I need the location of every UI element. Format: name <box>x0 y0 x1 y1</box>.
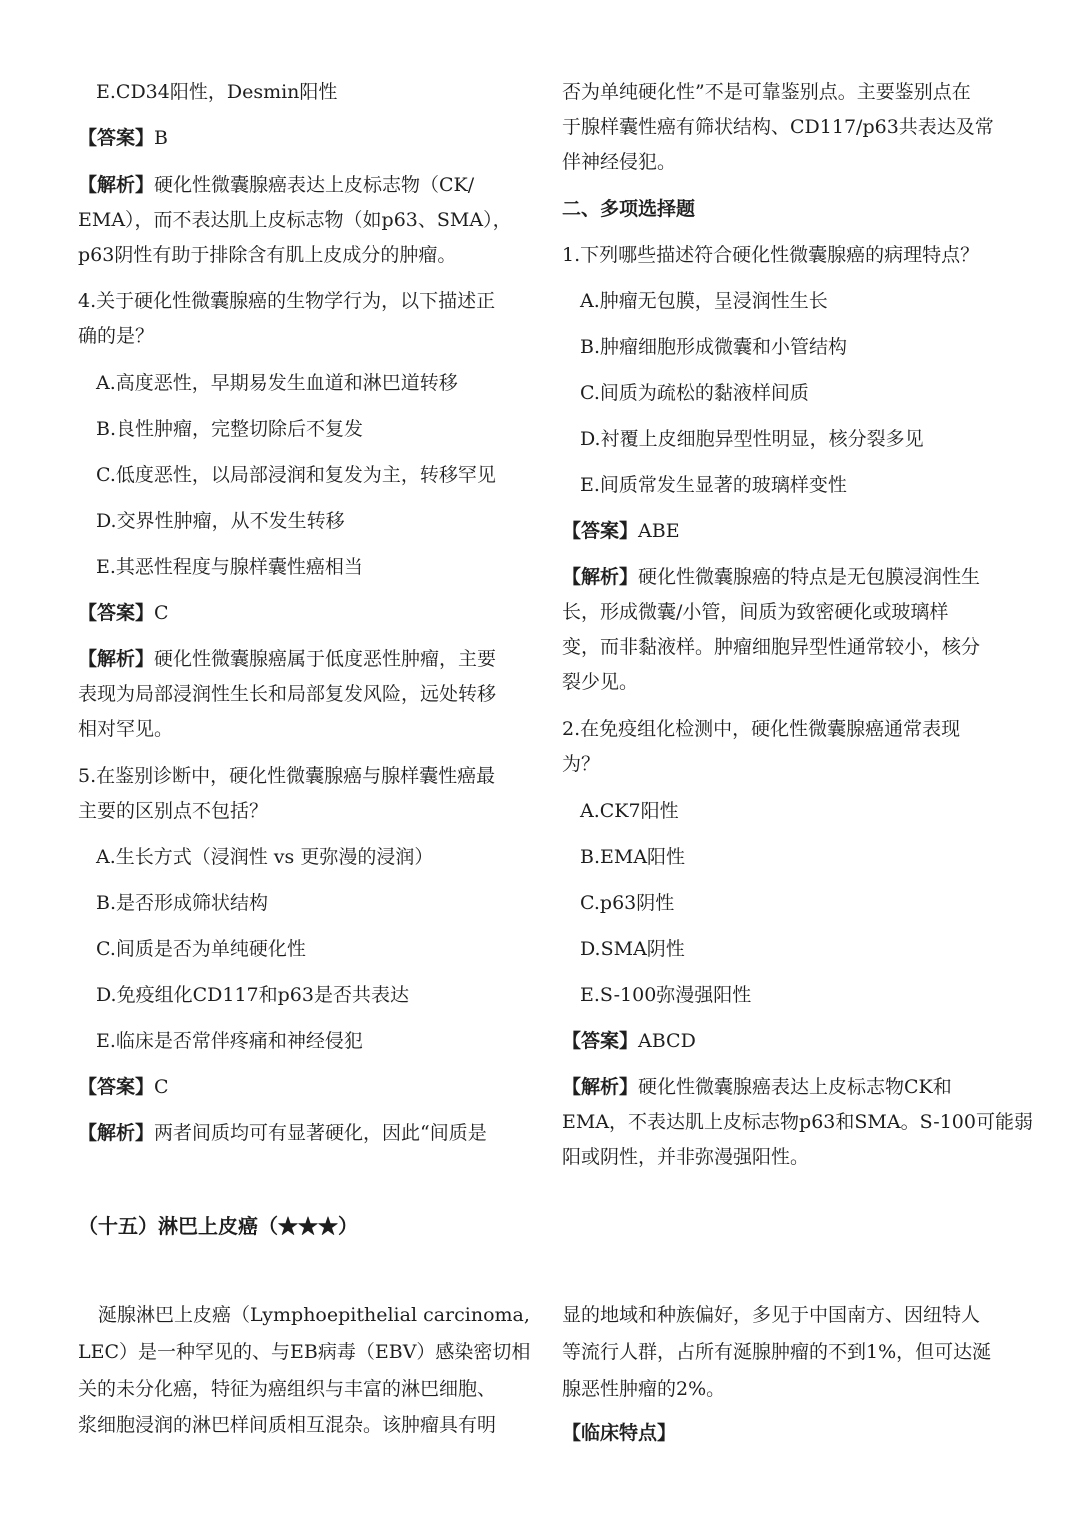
q5-option: C.间质是否为单纯硬化性 <box>96 938 306 960</box>
analysis-text: 硬化性微囊腺癌表达上皮标志物（CK/ <box>154 174 475 196</box>
q4-stem: 4.关于硬化性微囊腺癌的生物学行为，以下描述正 <box>78 290 496 312</box>
q5-answer <box>78 1078 169 1097</box>
q5-stem: 主要的区别点不包括？ <box>78 800 269 822</box>
q4-analysis-line: 相对罕见。 <box>78 718 174 740</box>
mq1-analysis-line <box>562 568 980 587</box>
q5-analysis-cont: 伴神经侵犯。 <box>562 151 677 173</box>
q3-analysis-line <box>78 176 474 195</box>
mq1-option: B.肿瘤细胞形成微囊和小管结构 <box>580 336 848 358</box>
answer-label: 【答案】 <box>562 520 639 542</box>
analysis-label: 【解析】 <box>78 174 155 196</box>
q5-analysis-cont: 于腺样囊性癌有筛状结构、CD117/p63共表达及常 <box>562 116 994 138</box>
mq1-option: E.间质常发生显著的玻璃样变性 <box>580 474 847 496</box>
mq1-answer <box>562 522 680 541</box>
q4-stem: 确的是？ <box>78 325 155 347</box>
s15-paragraph-line: 关的未分化癌，特征为癌组织与丰富的淋巴细胞、 <box>78 1378 497 1400</box>
s15-paragraph-line: LEC）是一种罕见的、与EB病毒（EBV）感染密切相 <box>78 1341 531 1363</box>
answer-label: 【答案】 <box>562 1030 639 1052</box>
answer-label: 【答案】 <box>78 1076 155 1098</box>
analysis-label: 【解析】 <box>562 1076 639 1098</box>
analysis-label: 【解析】 <box>562 566 639 588</box>
mq2-option: B.EMA阳性 <box>580 846 686 868</box>
clinical-features-heading: 【临床特点】 <box>562 1422 677 1444</box>
answer-label: 【答案】 <box>78 602 155 624</box>
q4-option: E.其恶性程度与腺样囊性癌相当 <box>96 556 363 578</box>
analysis-text: 硬化性微囊腺癌属于低度恶性肿瘤，主要 <box>154 648 497 670</box>
mq2-option: A.CK7阳性 <box>580 800 679 822</box>
q5-option: E.临床是否常伴疼痛和神经侵犯 <box>96 1030 363 1052</box>
answer-value: ABE <box>638 520 680 542</box>
q4-answer <box>78 604 169 623</box>
mq2-option: C.p63阴性 <box>580 892 675 914</box>
q4-option: A.高度恶性，早期易发生血道和淋巴道转移 <box>96 372 458 394</box>
s15-paragraph-line: 腺恶性肿瘤的2%。 <box>562 1378 726 1400</box>
analysis-label: 【解析】 <box>78 648 155 670</box>
q4-analysis-line: 表现为局部浸润性生长和局部复发风险，远处转移 <box>78 683 497 705</box>
s15-paragraph-line: 涎腺淋巴上皮癌（Lymphoepithelial carcinoma, <box>98 1304 530 1326</box>
mq2-answer <box>562 1032 696 1051</box>
mq1-option: D.衬覆上皮细胞异型性明显，核分裂多见 <box>580 428 924 450</box>
analysis-text: 硬化性微囊腺癌表达上皮标志物CK和 <box>638 1076 952 1098</box>
q4-analysis-line <box>78 650 496 669</box>
analysis-label: 【解析】 <box>78 1122 155 1144</box>
mq2-option: D.SMA阴性 <box>580 938 685 960</box>
q3-answer <box>78 129 168 148</box>
q5-option: B.是否形成筛状结构 <box>96 892 269 914</box>
q3-option-e: E.CD34阳性，Desmin阳性 <box>96 81 338 103</box>
q5-analysis-line <box>78 1124 487 1143</box>
q4-option: B.良性肿瘤，完整切除后不复发 <box>96 418 364 440</box>
answer-value: B <box>154 127 168 149</box>
mq2-stem: 为？ <box>562 753 601 775</box>
mq2-option: E.S-100弥漫强阳性 <box>580 984 752 1006</box>
section-heading-multiple-choice: 二、多项选择题 <box>562 198 696 220</box>
q5-option: A.生长方式（浸润性 vs 更弥漫的浸润） <box>96 846 434 868</box>
mq1-option: A.肿瘤无包膜，呈浸润性生长 <box>580 290 828 312</box>
mq2-stem: 2.在免疫组化检测中，硬化性微囊腺癌通常表现 <box>562 718 961 740</box>
mq1-option: C.间质为疏松的黏液样间质 <box>580 382 809 404</box>
q3-analysis-line: p63阴性有助于排除含有肌上皮成分的肿瘤。 <box>78 244 457 266</box>
q5-stem: 5.在鉴别诊断中，硬化性微囊腺癌与腺样囊性癌最 <box>78 765 496 787</box>
q5-option: D.免疫组化CD117和p63是否共表达 <box>96 984 409 1006</box>
s15-paragraph-line: 等流行人群，占所有涎腺肿瘤的不到1%，但可达涎 <box>562 1341 992 1363</box>
mq2-analysis-line: EMA，不表达肌上皮标志物p63和SMA。S-100可能弱 <box>562 1111 1033 1133</box>
q5-analysis-cont: 否为单纯硬化性”不是可靠鉴别点。主要鉴别点在 <box>562 81 971 103</box>
mq1-analysis-line: 变，而非黏液样。肿瘤细胞异型性通常较小，核分 <box>562 636 981 658</box>
q4-option: C.低度恶性，以局部浸润和复发为主，转移罕见 <box>96 464 496 486</box>
mq2-analysis-line <box>562 1078 952 1097</box>
s15-paragraph-line: 显的地域和种族偏好，多见于中国南方、因纽特人 <box>562 1304 981 1326</box>
mq2-analysis-line: 阳或阴性，并非弥漫强阳性。 <box>562 1146 810 1168</box>
q4-option: D.交界性肿瘤，从不发生转移 <box>96 510 345 532</box>
answer-value: ABCD <box>638 1030 696 1052</box>
section-title-lymphoepithelial-carcinoma: （十五）淋巴上皮癌（★★★） <box>78 1214 358 1238</box>
mq1-stem: 1.下列哪些描述符合硬化性微囊腺癌的病理特点？ <box>562 244 980 266</box>
analysis-text: 两者间质均可有显著硬化，因此“间质是 <box>154 1122 487 1144</box>
answer-value: C <box>154 602 169 624</box>
answer-label: 【答案】 <box>78 127 155 149</box>
mq1-analysis-line: 长，形成微囊/小管，间质为致密硬化或玻璃样 <box>562 601 949 623</box>
mq1-analysis-line: 裂少见。 <box>562 671 639 693</box>
analysis-text: 硬化性微囊腺癌的特点是无包膜浸润性生 <box>638 566 981 588</box>
q3-analysis-line: EMA），而不表达肌上皮标志物（如p63、SMA）， <box>78 209 512 231</box>
s15-paragraph-line: 浆细胞浸润的淋巴样间质相互混杂。该肿瘤具有明 <box>78 1414 497 1436</box>
answer-value: C <box>154 1076 169 1098</box>
